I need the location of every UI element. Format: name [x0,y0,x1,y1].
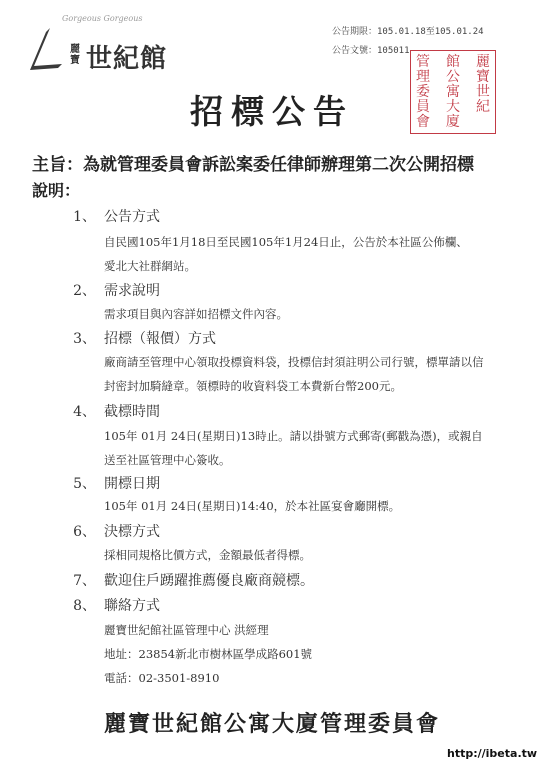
contact-address: 地址：23854新北市樹林區學成路601號 [104,647,313,661]
item-body-line: 廠商請至管理中心領取投標資料袋，投標信封須註明公司行號，標單請以信 [104,355,484,369]
item-heading: 公告方式 [104,209,160,225]
item-number: 6、 [73,524,96,540]
item-body-line: 送至社區管理中心簽收。 [104,453,231,467]
item-number: 4、 [73,404,96,420]
item-body-line: 愛北大社群網站。 [104,259,196,273]
issuer-signature: 麗寶世紀館公寓大廈管理委員會 [103,711,440,737]
logo-small-text: 麗寶 [70,44,80,66]
item-heading: 決標方式 [104,524,160,540]
item-heading: 聯絡方式 [104,598,160,614]
stamp-column: 管理委員會 [416,54,430,130]
logo-script-text: Gorgeous Gorgeous [62,14,143,23]
watermark-url: http://ibeta.tw [447,747,538,760]
item-heading: 招標（報價）方式 [104,331,216,347]
stamp-column: 館公寓大廈 [446,54,460,130]
subject-line: 主旨：為就管理委員會訴訟案委任律師辦理第二次公開招標 [32,155,474,175]
logo-brand-text: 世紀館 [86,44,168,74]
item-number: 3、 [73,331,96,347]
item-heading: 需求說明 [104,283,160,299]
item-body-line: 封密封加騎縫章。領標時的收資料袋工本費新台幣200元。 [104,379,402,393]
stamp-column: 麗寶世紀 [476,54,490,115]
item-body-line: 105年 01月 24日(星期日)13時止。請以掛號方式郵寄(郵戳為憑)，或親自 [104,429,483,443]
item-body-line: 105年 01月 24日(星期日)14:40，於本社區宴會廳開標。 [104,499,401,513]
item-number: 2、 [73,283,96,299]
announce-period: 公告期限：105.01.18至105.01.24 [332,27,484,37]
item-heading: 截標時間 [104,404,160,420]
document-number: 公告文號：105011 [332,46,410,56]
item-number: 5、 [73,476,96,492]
contact-phone: 電話：02-3501-8910 [104,671,220,685]
item-body-line: 採相同規格比價方式，金額最低者得標。 [104,548,311,562]
item-heading: 歡迎住戶踴躍推薦優良廠商競標。 [104,573,314,589]
item-number: 8、 [73,598,96,614]
item-number: 7、 [73,573,96,589]
item-number: 1、 [73,209,96,225]
page-title: 招標公告 [190,92,354,131]
description-label: 說明： [32,181,81,200]
logo-swoosh-icon [28,26,66,72]
contact-office: 麗寶世紀館社區管理中心 洪經理 [104,623,269,637]
item-heading: 開標日期 [104,476,160,492]
item-body-line: 自民國105年1月18日至民國105年1月24日止，公告於本社區公佈欄、 [104,235,468,249]
item-body-line: 需求項目與內容詳如招標文件內容。 [104,307,288,321]
